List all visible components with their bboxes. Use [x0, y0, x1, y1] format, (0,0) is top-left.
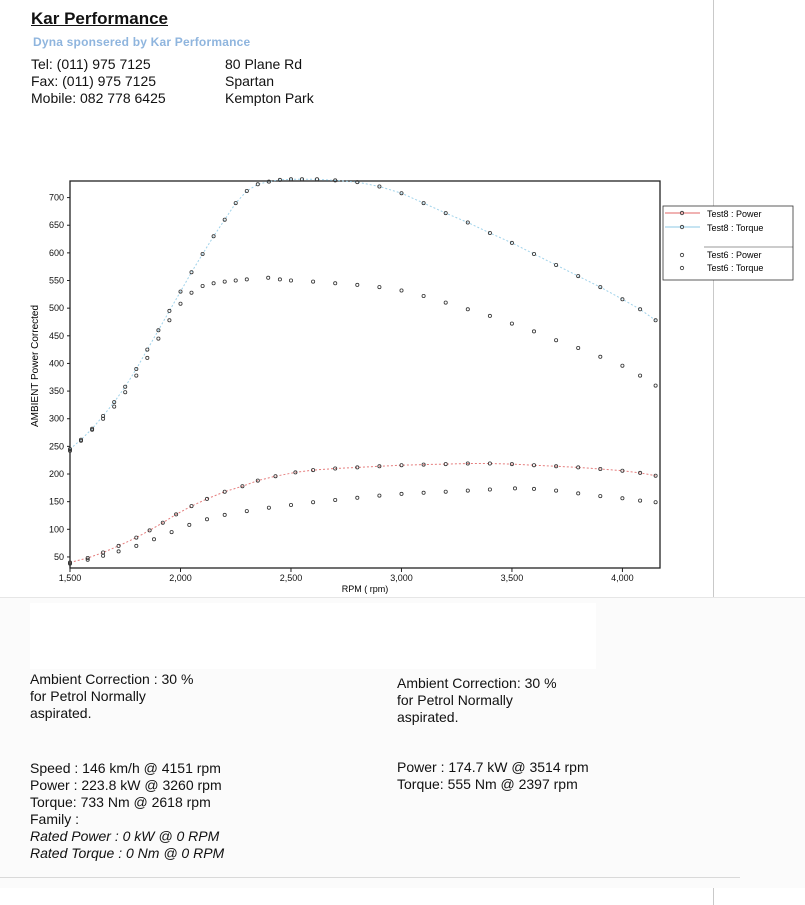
- y-tick-label: 50: [53, 551, 64, 562]
- contact-block: [31, 56, 166, 107]
- aspiration-right: aspirated.: [397, 709, 459, 725]
- y-tick-label: 100: [48, 524, 64, 535]
- y-tick-label: 500: [48, 303, 64, 314]
- company-title: Kar Performance: [31, 9, 169, 28]
- y-tick-label: 350: [48, 386, 64, 397]
- x-axis-label: RPM ( rpm): [341, 584, 389, 594]
- y-tick-label: 300: [48, 413, 64, 424]
- ambient-correction-left: Ambient Correction : 30 %: [30, 671, 194, 687]
- y-tick-label: 700: [48, 192, 64, 203]
- x-tick-label: 2,000: [169, 573, 192, 583]
- x-tick-label: 1,500: [58, 573, 82, 583]
- x-tick-label: 3,000: [390, 573, 413, 583]
- fax-line: Fax: (011) 975 7125: [31, 73, 157, 89]
- power-left: Power : 223.8 kW @ 3260 rpm: [30, 777, 222, 793]
- family-left: Family :: [30, 811, 79, 827]
- y-axis: [49, 193, 70, 562]
- torque-right: Torque: 555 Nm @ 2397 rpm: [397, 776, 578, 792]
- legend: [663, 206, 793, 280]
- dyno-chart: [0, 170, 805, 600]
- summary-right: [397, 675, 589, 793]
- address-line-3: Kempton Park: [225, 90, 314, 106]
- fuel-type-left: for Petrol Normally: [30, 688, 146, 704]
- y-tick-label: 150: [48, 496, 64, 507]
- summary-left: [30, 671, 224, 862]
- y-tick-label: 550: [48, 275, 64, 286]
- legend-label-test8-power: Test8 : Power: [707, 209, 762, 219]
- y-tick-label: 600: [48, 247, 64, 258]
- ambient-correction-right: Ambient Correction: 30 %: [397, 675, 557, 691]
- y-tick-label: 250: [48, 441, 64, 452]
- power-right: Power : 174.7 kW @ 3514 rpm: [397, 759, 589, 775]
- rated-torque-left: Rated Torque : 0 Nm @ 0 RPM: [30, 845, 225, 861]
- x-tick-label: 2,500: [279, 573, 303, 583]
- speed-left: Speed : 146 km/h @ 4151 rpm: [30, 760, 221, 776]
- legend-label-test6-torque: Test6 : Torque: [707, 263, 764, 273]
- x-tick-label: 3,500: [500, 573, 524, 583]
- tel-line: Tel: (011) 975 7125: [31, 56, 151, 72]
- blank-area: [30, 603, 596, 669]
- address-block: [225, 56, 314, 107]
- paper-edge-bottom: [0, 877, 740, 878]
- x-tick-label: 4,000: [611, 573, 634, 583]
- fuel-type-right: for Petrol Normally: [397, 692, 513, 708]
- sponsor-line: Dyna sponsered by Kar Performance: [33, 35, 251, 49]
- torque-left: Torque: 733 Nm @ 2618 rpm: [30, 794, 211, 810]
- legend-label-test8-torque: Test8 : Torque: [707, 223, 764, 233]
- plot-frame: [70, 181, 660, 568]
- rated-power-left: Rated Power : 0 kW @ 0 RPM: [30, 828, 220, 844]
- address-line-2: Spartan: [225, 73, 275, 89]
- y-tick-label: 450: [48, 330, 64, 341]
- address-line-1: 80 Plane Rd: [225, 56, 303, 72]
- y-tick-label: 650: [48, 220, 64, 231]
- mobile-line: Mobile: 082 778 6425: [31, 90, 166, 106]
- y-tick-label: 400: [48, 358, 64, 369]
- x-axis: [59, 568, 634, 583]
- legend-label-test6-power: Test6 : Power: [707, 250, 762, 260]
- y-tick-label: 200: [48, 469, 64, 480]
- aspiration-left: aspirated.: [30, 705, 92, 721]
- y-axis-label: AMBIENT Power Corrected: [30, 304, 41, 428]
